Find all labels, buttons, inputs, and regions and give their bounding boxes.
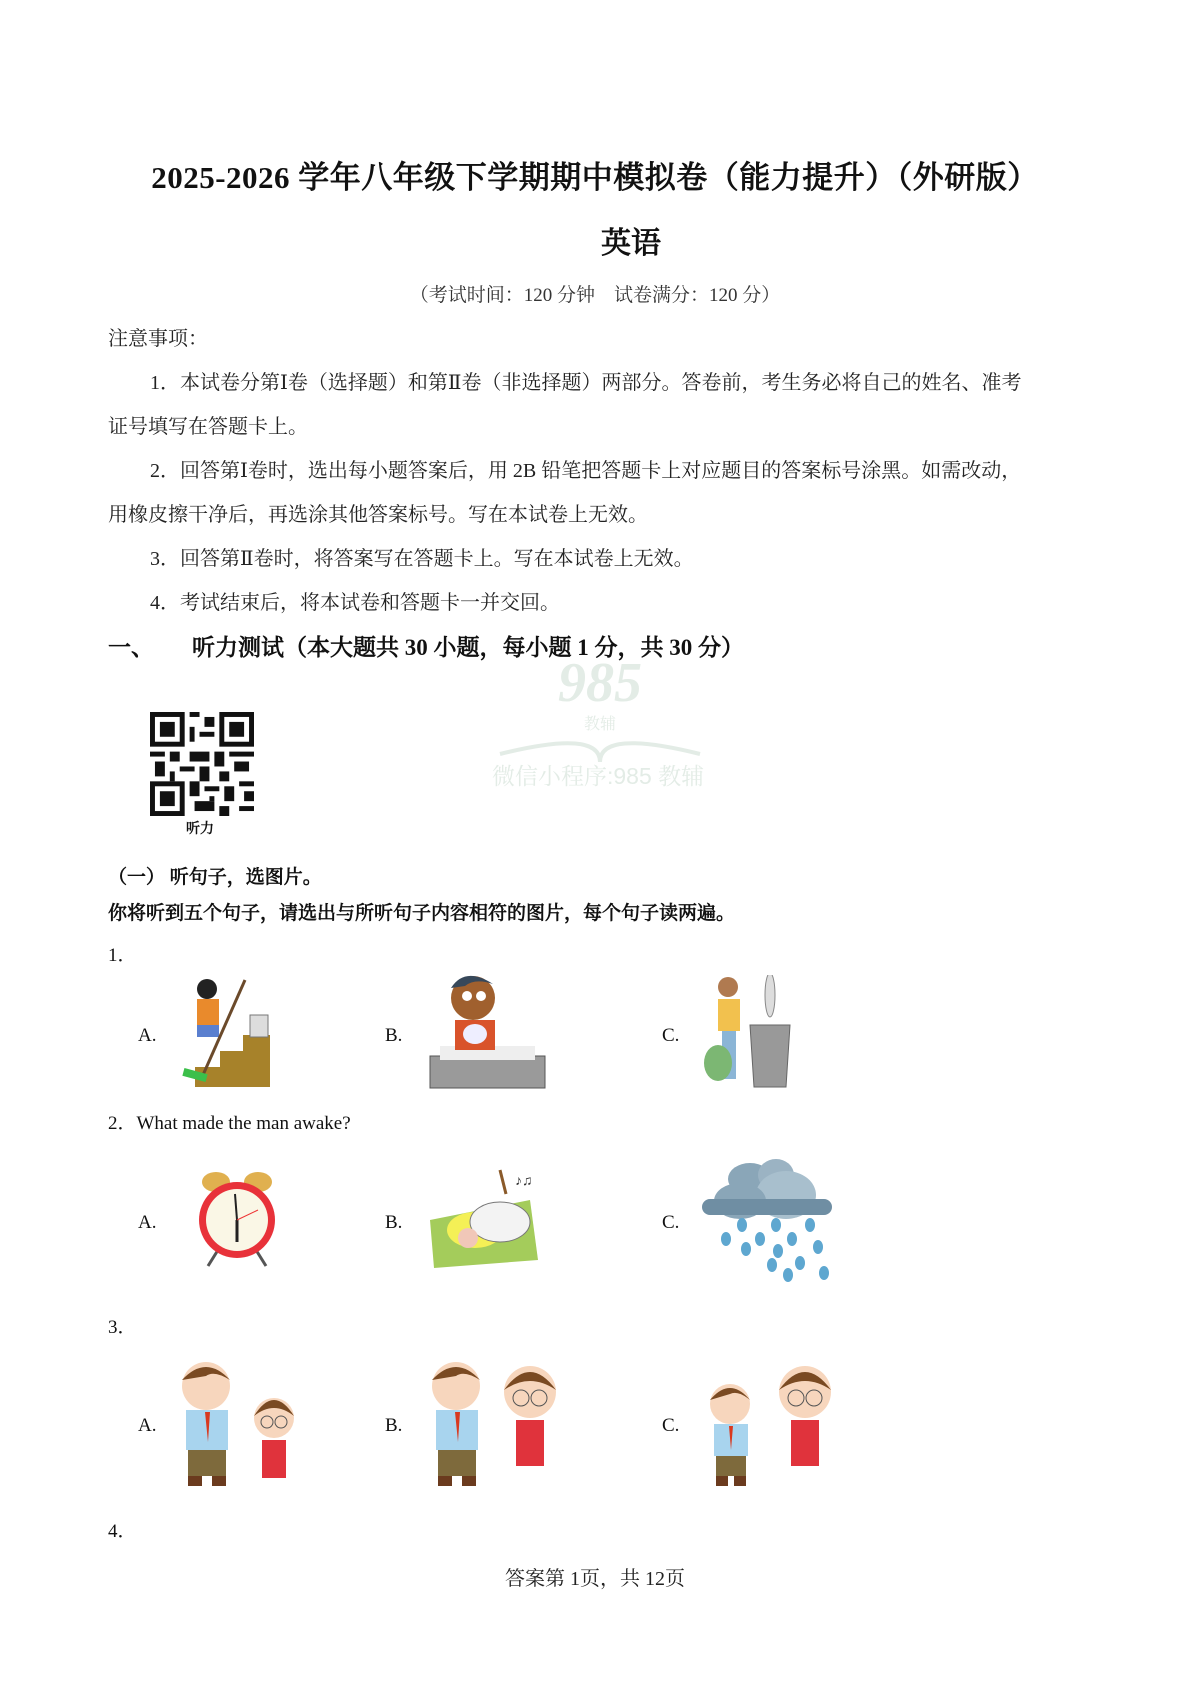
q2-option-c-label: C. xyxy=(662,1212,680,1233)
question-4-label: 4． xyxy=(108,1521,137,1542)
watermark xyxy=(490,652,710,769)
watermark-sub: 教辅 xyxy=(583,716,616,733)
exam-title: 2025-2026 学年八年级下学期期中模拟卷（能力提升）（外研版） xyxy=(151,160,1039,195)
qr-code-icon xyxy=(150,712,254,816)
qr-caption: 听力 xyxy=(186,822,214,837)
q2-option-b-image[interactable] xyxy=(420,1160,570,1270)
question-1-label: 1． xyxy=(108,945,137,966)
svg-text:♪♫: ♪♫ xyxy=(515,1174,533,1189)
watermark-text: 微信小程序:985 教辅 xyxy=(492,763,705,789)
boy-girl-same-height-icon xyxy=(420,1360,570,1490)
notice-item-2-cont: 用橡皮擦干净后，再选涂其他答案标号。写在本试卷上无效。 xyxy=(108,504,648,526)
watermark-number: 985 xyxy=(558,652,642,714)
q2-option-c-image[interactable] xyxy=(700,1155,835,1285)
q3-option-c-image[interactable] xyxy=(700,1360,850,1490)
qr-code[interactable] xyxy=(150,712,254,816)
q1-option-a-label: A. xyxy=(138,1025,157,1046)
q1-option-b-label: B. xyxy=(385,1025,403,1046)
q2-option-b-label: B. xyxy=(385,1212,403,1233)
part-title: （一） 听句子，选图片。 xyxy=(108,867,322,888)
man-bothered-by-mosquito-icon xyxy=(420,1160,570,1270)
notice-item-3: 3．回答第Ⅱ卷时，将答案写在答题卡上。写在本试卷上无效。 xyxy=(150,548,694,570)
notice-item-2: 2．回答第Ⅰ卷时，选出每小题答案后，用 2B 铅笔把答题卡上对应题目的答案标号涂黑。如需改动， xyxy=(150,460,1022,482)
section-number: 一、 xyxy=(108,635,154,660)
alarm-clock-icon xyxy=(190,1168,285,1268)
notice-item-1: 1．本试卷分第Ⅰ卷（选择题）和第Ⅱ卷（非选择题）两部分。答卷前，考生务必将自己的姓名、准考 xyxy=(150,372,1022,394)
q1-option-c-image[interactable] xyxy=(700,975,800,1090)
q1-option-c-label: C. xyxy=(662,1025,680,1046)
part-instruction: 你将听到五个句子，请选出与所听句子内容相符的图片，每个句子读两遍。 xyxy=(108,903,736,924)
rain-cloud-icon xyxy=(700,1155,835,1285)
subject-title: 英语 xyxy=(601,227,661,260)
q3-option-a-label: A. xyxy=(138,1415,157,1436)
q3-option-b-label: B. xyxy=(385,1415,403,1436)
boy-taking-out-trash-icon xyxy=(700,975,800,1090)
question-3-label: 3． xyxy=(108,1317,137,1338)
notice-item-4: 4．考试结束后，将本试卷和答题卡一并交回。 xyxy=(150,592,560,614)
tall-boy-short-girl-icon xyxy=(170,1360,310,1490)
q2-option-a-label: A. xyxy=(138,1212,157,1233)
short-boy-tall-girl-icon xyxy=(700,1360,850,1490)
q1-option-a-image[interactable] xyxy=(175,975,285,1090)
question-2-label: 2．What made the man awake? xyxy=(108,1113,351,1134)
q2-option-a-image[interactable] xyxy=(190,1168,285,1268)
boy-washing-dishes-icon xyxy=(425,968,550,1090)
q3-option-a-image[interactable] xyxy=(170,1360,310,1490)
q1-option-b-image[interactable] xyxy=(425,968,550,1090)
notice-heading: 注意事项： xyxy=(108,328,208,350)
boy-sweeping-stairs-icon xyxy=(175,975,285,1090)
exam-meta: （考试时间：120 分钟 试卷满分：120 分） xyxy=(409,285,781,306)
notice-item-1-cont: 证号填写在答题卡上。 xyxy=(108,416,308,438)
section-title: 听力测试（本大题共 30 小题，每小题 1 分，共 30 分） xyxy=(192,635,744,660)
q3-option-c-label: C. xyxy=(662,1415,680,1436)
page-footer: 答案第 1页，共 12页 xyxy=(505,1568,685,1590)
q3-option-b-image[interactable] xyxy=(420,1360,570,1490)
